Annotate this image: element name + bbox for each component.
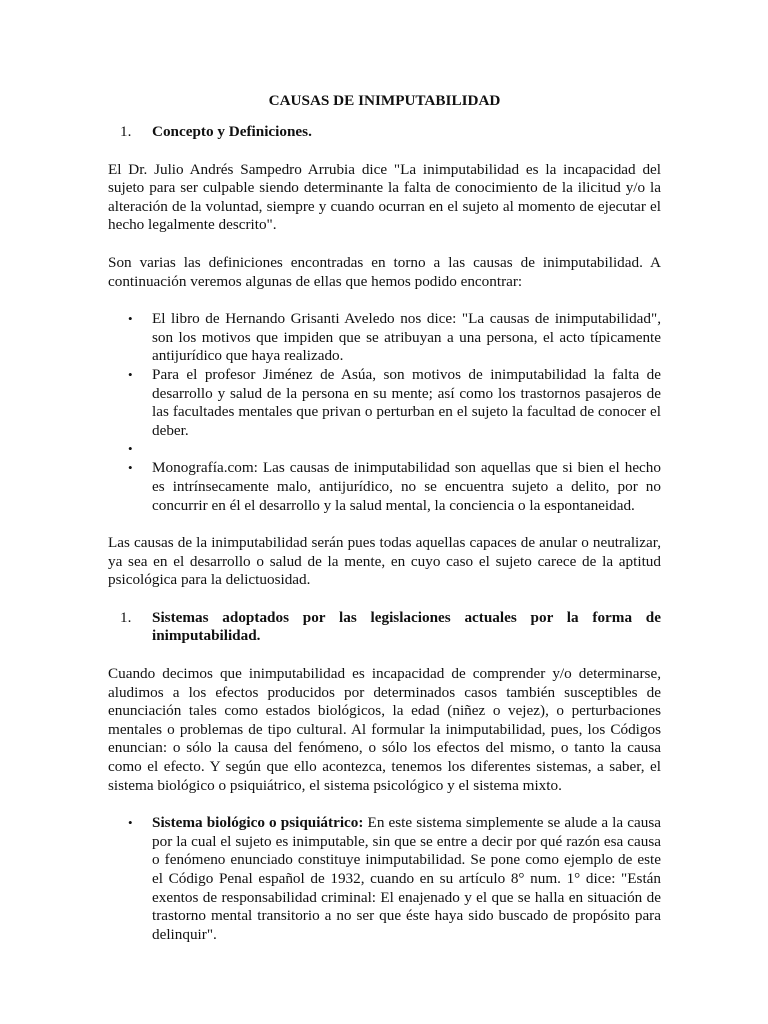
spacer — [108, 515, 661, 534]
spacer — [108, 142, 661, 161]
paragraph-sampedro-definition: El Dr. Julio Andrés Sampedro Arrubia dice "La inimputabilidad es la incapacidad del sujeto para ser culpable siendo determinante la falta de conocimiento de la ilicitud y/o la alteración de la voluntad, siempre y cuando ocurran en el sujeto al momento de ejecutar el hecho legalmente descrito". — [108, 160, 661, 234]
bullet-icon: • — [128, 441, 133, 457]
list-item — [108, 814, 661, 944]
list-item-body: En este sistema simplemente se alude a la causa por la cual el sujeto es inimputable, sin que se entre a decir por qué razón esa causa o fenómeno enunciado constituye inimputabilidad. Se pone como ejemplo de este el Código Penal español de 1932, cuando en su artículo 8° num. 1° dice: "Están exentos de responsabilidad criminal: El enajenado y el que se halla en situación de trastorno mental transitorio a no ser que éste haya sido buscado de propósito para delinquir". — [152, 814, 661, 943]
list-item — [108, 440, 661, 459]
bullet-icon: • — [128, 311, 133, 327]
section-heading-line: Sistemas adoptados por las legislaciones actuales por la forma de — [152, 608, 661, 626]
bullet-icon: • — [128, 366, 133, 382]
bullet-icon: • — [128, 815, 133, 831]
paragraph-causes-summary: Las causas de la inimputabilidad serán pues todas aquellas capaces de anular o neutralizar, ya sea en el desarrollo o salud de la mente, en cuyo caso el sujeto carece de la aptitud psicológica para la delictuosidad. — [108, 534, 661, 589]
paragraph-systems-explanation: Cuando decimos que inimputabilidad es incapacidad de comprender y/o determinarse, aludimos a los efectos producidos por determinados casos también susceptibles de enunciación tales como estados biológicos, la edad (niñez o vejez), o perturbaciones mentales o problemas de tipo cultural. Al formular la inimputabilidad, pues, los Códigos enuncian: o sólo la causa del fenómeno, o sólo los efectos del mismo, o tanto la causa como el efecto. Y según que ello acontezca, tenemos los diferentes sistemas, a saber, el sistema biológico o psiquiátrico, el sistema psicológico y el sistema mixto. — [108, 665, 661, 794]
list-item — [108, 459, 661, 515]
spacer — [108, 590, 661, 609]
section-heading-sistemas — [108, 609, 661, 646]
list-item — [108, 310, 661, 366]
section-number: 1. — [120, 608, 132, 626]
list-item-text — [152, 814, 661, 944]
list-item-text: Para el profesor Jiménez de Asúa, son motivos de inimputabilidad la falta de desarrollo y salud de la persona en su mente; así como los trastornos pasajeros de las facultades mentales que privan o perturban en el sujeto la facultad de conocer el deber. — [152, 365, 661, 439]
document-title: CAUSAS DE INIMPUTABILIDAD — [268, 92, 501, 109]
definitions-list — [108, 310, 661, 515]
paragraph-definitions-intro: Son varias las definiciones encontradas en torno a las causas de inimputabilidad. A continuación veremos algunas de ellas que hemos podido encontrar: — [108, 253, 661, 290]
list-item-text — [152, 440, 661, 459]
list-item — [108, 366, 661, 440]
section-heading-line: inimputabilidad. — [152, 627, 261, 645]
section-heading-text — [152, 609, 661, 646]
spacer — [108, 795, 661, 814]
spacer — [108, 646, 661, 665]
spacer — [108, 291, 661, 310]
section-heading-text: Concepto y Definiciones. — [152, 123, 312, 140]
list-item-text: El libro de Hernando Grisanti Aveledo nos dice: "La causas de inimputabilidad", son los motivos que impiden que se atribuyan a una persona, el acto típicamente antijurídico que haya realizado. — [152, 310, 661, 365]
section-number: 1. — [120, 123, 132, 140]
systems-list — [108, 814, 661, 944]
bullet-icon: • — [128, 460, 133, 476]
list-item-text: Monografía.com: Las causas de inimputabilidad son aquellas que si bien el hecho es intrínsecamente malo, antijurídico, no se encuentra sujeto a delito, por no concurrir en él el desarrollo y la salud mental, la conciencia o la espontaneidad. — [152, 459, 661, 514]
spacer — [108, 235, 661, 254]
list-item-lead: Sistema biológico o psiquiátrico: — [152, 814, 364, 832]
section-heading-concepto — [108, 123, 661, 142]
document-page — [108, 92, 661, 944]
